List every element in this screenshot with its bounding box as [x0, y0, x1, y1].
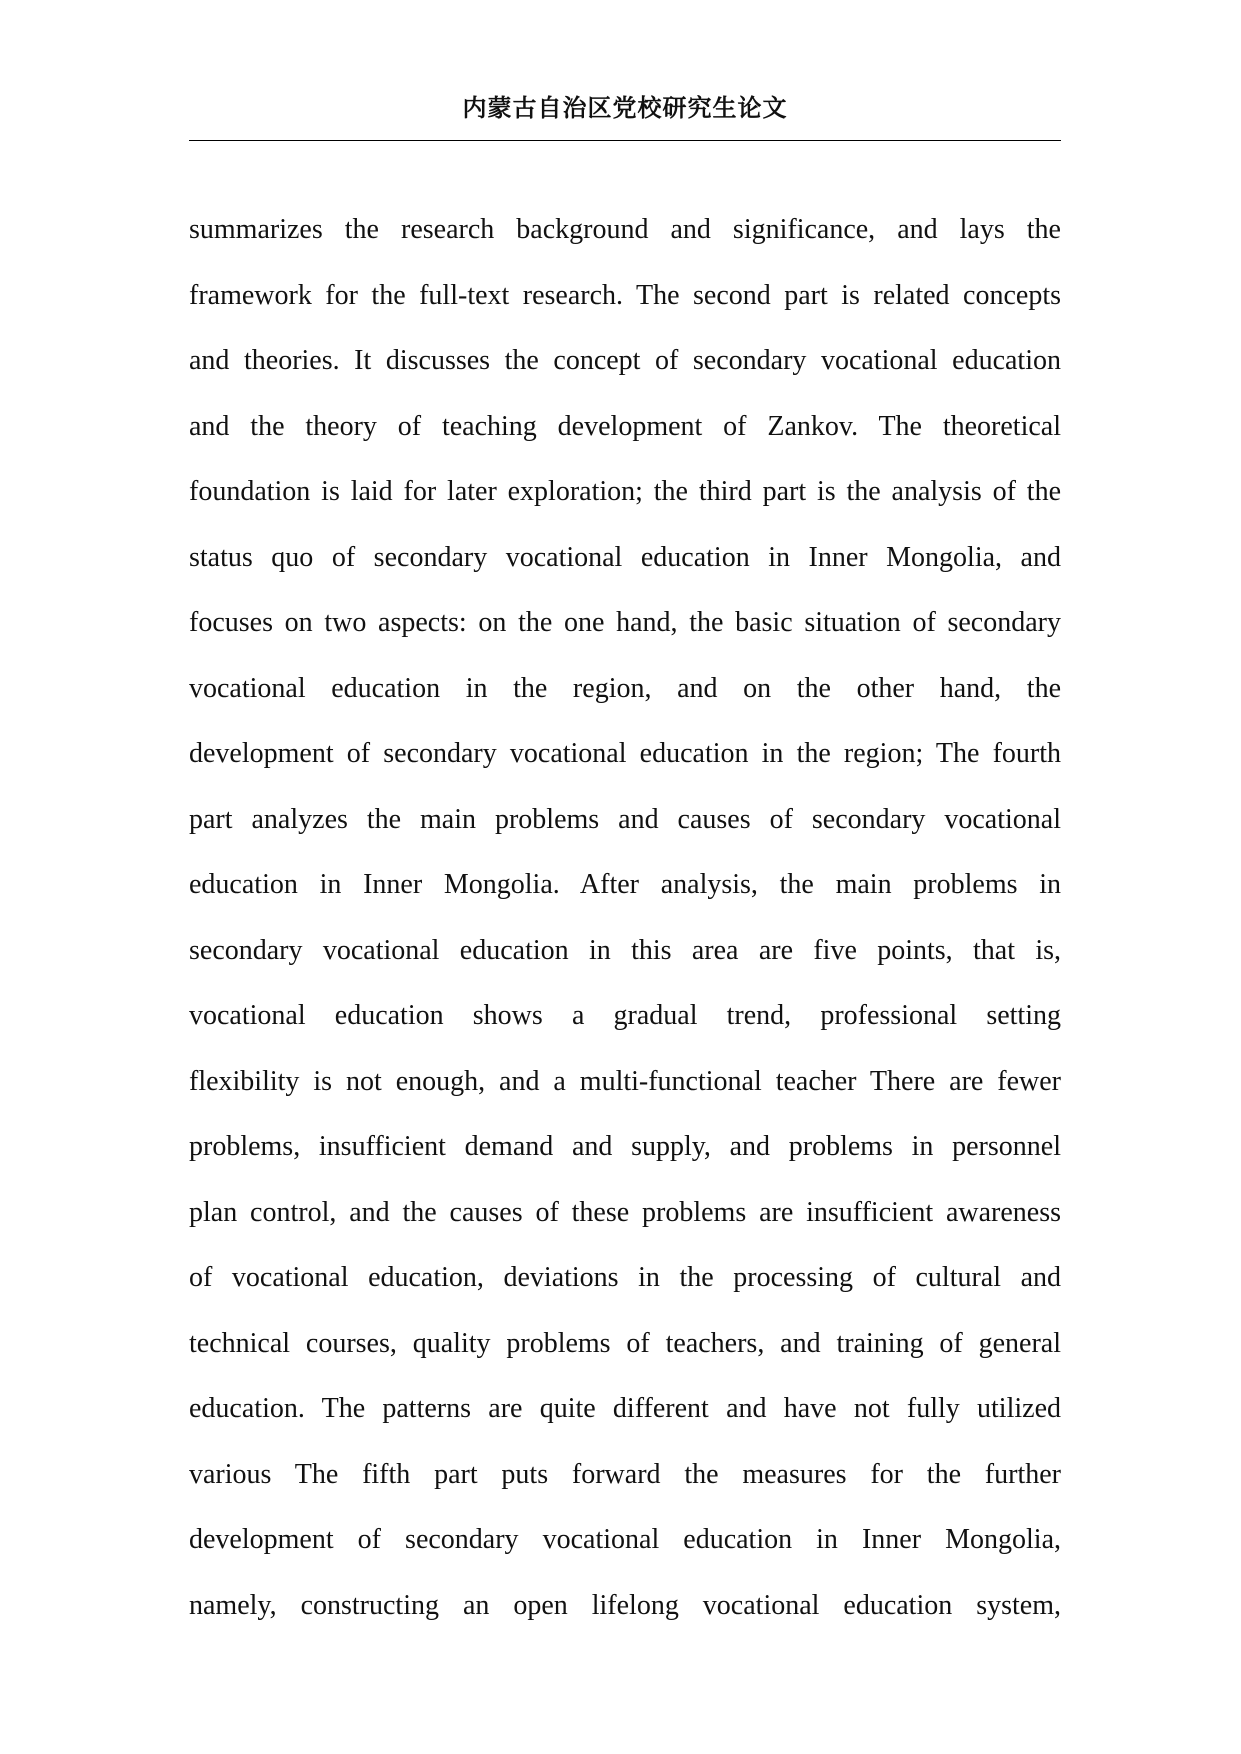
text-line: focuses on two aspects: on the one hand, the basic situation of secondary	[189, 607, 1061, 638]
text-line: vocational education shows a gradual trend, professional setting	[189, 1000, 1061, 1031]
text-line: status quo of secondary vocational education in Inner Mongolia, and	[189, 541, 1061, 573]
text-line: summarizes the research background and significance, and lays the	[189, 214, 1061, 245]
text-line: development of secondary vocational education in the region; The fourth	[189, 738, 1061, 769]
body-paragraph	[189, 197, 1061, 1638]
text-line: framework for the full-text research. The second part is related concepts	[189, 279, 1061, 311]
text-line: education in Inner Mongolia. After analysis, the main problems in	[189, 869, 1061, 900]
text-line: part analyzes the main problems and causes of secondary vocational	[189, 803, 1061, 835]
text-line: development of secondary vocational education in Inner Mongolia,	[189, 1524, 1061, 1555]
text-line: of vocational education, deviations in the processing of cultural and	[189, 1262, 1061, 1293]
text-line: various The fifth part puts forward the measures for the further	[189, 1458, 1061, 1490]
text-line: education. The patterns are quite different and have not fully utilized	[189, 1393, 1061, 1424]
running-header-title: 内蒙古自治区党校研究生论文	[462, 93, 788, 122]
text-line: and theories. It discusses the concept of secondary vocational education	[189, 345, 1061, 376]
text-line: vocational education in the region, and on the other hand, the	[189, 672, 1061, 704]
header-divider	[189, 140, 1061, 141]
text-line: secondary vocational education in this area are five points, that is,	[189, 934, 1061, 966]
text-line: foundation is laid for later exploration; the third part is the analysis of the	[189, 476, 1061, 507]
text-line: and the theory of teaching development of Zankov. The theoretical	[189, 410, 1061, 442]
text-line: problems, insufficient demand and supply, and problems in personnel	[189, 1131, 1061, 1162]
text-line: technical courses, quality problems of teachers, and training of general	[189, 1327, 1061, 1359]
text-line: plan control, and the causes of these problems are insufficient awareness	[189, 1196, 1061, 1228]
text-line: flexibility is not enough, and a multi-functional teacher There are fewer	[189, 1065, 1061, 1097]
text-line: namely, constructing an open lifelong vocational education system,	[189, 1589, 1061, 1621]
